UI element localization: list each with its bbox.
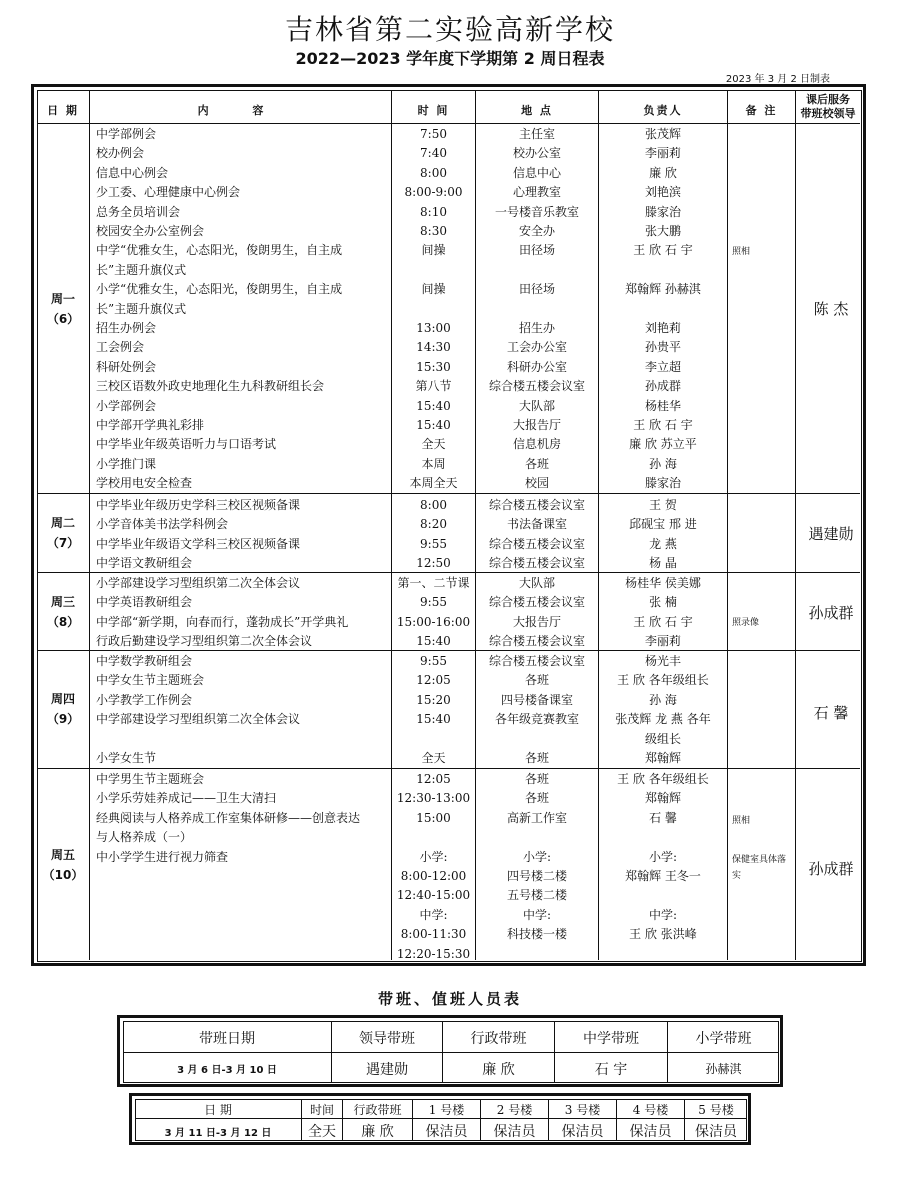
row-time: 12:40-15:00 (396, 888, 471, 903)
row-owner: 王 欣 石 宇 (633, 418, 693, 432)
row-owner: 王 欣 张洪峰 (629, 927, 697, 942)
row-place: 小学: (522, 849, 552, 864)
row-content: 中学“优雅女生，心态阳光，俊朗男生，自主成 (96, 243, 343, 258)
row-content: 中学部“新学期，向春而行，蓬勃成长”开学典礼 (96, 614, 349, 629)
row-owner: 刘艳滨 (644, 185, 681, 200)
col-divider (795, 90, 796, 960)
row-place: 综合楼五楼会议室 (488, 498, 585, 512)
row-place: 各班 (524, 791, 549, 806)
row-content: 中学部建设学习型组织第二次全体会议 (96, 712, 301, 727)
row-content: 中学毕业年级历史学科三校区视频备课 (96, 498, 301, 512)
row-time: 12:05 (416, 673, 451, 688)
row-owner: 张 楠 (649, 595, 677, 610)
leader-duty-header-primary: 小学带班 (695, 1031, 752, 1047)
row-content: 小学“优雅女生，心态阳光，俊朗男生，自主成 (96, 282, 343, 297)
row-time: 8:20 (420, 517, 447, 532)
header-place: 地 点 (521, 104, 553, 117)
row-place: 各班 (524, 673, 549, 688)
row-place: 书法备课室 (506, 517, 567, 532)
row-owner: 张茂辉 龙 燕 各年 (615, 712, 711, 727)
row-owner: 王 贺 (649, 498, 677, 512)
row-owner: 杨 晶 (649, 556, 677, 571)
leader-duty-header-admin: 行政带班 (470, 1031, 527, 1047)
day-name: 周三 (50, 595, 75, 609)
row-place: 综合楼五楼会议室 (488, 634, 585, 649)
row-time: 本周 (421, 456, 446, 471)
row-owner: 邱砚宝 邢 进 (629, 517, 697, 532)
row-time: 8:10 (420, 204, 447, 219)
day-number: （7） (46, 536, 80, 550)
row-owner: 王 欣 石 宇 (633, 243, 693, 258)
row-owner: 孙 海 (649, 456, 677, 471)
row-place: 信息机房 (512, 437, 561, 452)
row-time: 15:00 (416, 810, 451, 825)
row-time: 7:50 (420, 127, 447, 141)
row-owner: 郑翰辉 (644, 791, 681, 806)
weekend-duty-table (129, 1093, 751, 1145)
note-mon-photo: 照相 (732, 247, 751, 257)
row-time: 8:00-12:00 (400, 869, 467, 883)
leader-duty-header-middle: 中学带班 (583, 1031, 639, 1047)
row-time: 全天 (421, 751, 446, 765)
header-leader-line2: 带班校领导 (800, 107, 856, 120)
row-content: 中小学学生进行视力筛查 (96, 849, 229, 864)
row-place: 各班 (524, 456, 549, 471)
row-place: 大队部 (518, 398, 555, 413)
col-divider (727, 90, 728, 960)
row-owner: 张大鹏 (644, 224, 681, 238)
row-owner: 廉 欣 苏立平 (629, 437, 697, 452)
row-place: 中学: (522, 907, 552, 922)
row-place: 综合楼五楼会议室 (488, 536, 585, 551)
header-note: 备 注 (745, 104, 778, 117)
row-owner: 李丽莉 (644, 146, 681, 161)
header-leader (796, 93, 860, 121)
leader-duty-admin: 廉 欣 (482, 1062, 515, 1078)
row-place: 科技楼一楼 (506, 927, 567, 942)
row-time: 12:05 (416, 772, 451, 786)
row-content: 总务全员培训会 (96, 204, 181, 219)
row-owner: 孙贵平 (644, 340, 681, 355)
row-place: 各班 (524, 751, 549, 765)
weekend-building-1: 保洁员 (425, 1124, 468, 1140)
header-date: 日 期 (47, 104, 79, 117)
row-content: 中学英语教研组会 (96, 595, 193, 610)
row-content: 中学部例会 (96, 127, 157, 141)
row-content: 中学毕业年级英语听力与口语考试 (96, 437, 277, 452)
row-place: 科研办公室 (506, 359, 567, 374)
row-owner: 杨桂华 侯美娜 (625, 576, 701, 590)
row-content: 科研处例会 (96, 359, 157, 374)
row-content: 小学部建设学习型组织第二次全体会议 (96, 576, 301, 590)
row-place: 主任室 (518, 127, 555, 141)
row-time: 9:55 (420, 536, 447, 551)
row-owner: 张茂辉 (644, 127, 681, 141)
row-content: 招生办例会 (96, 321, 157, 335)
row-time: 15:20 (416, 692, 451, 707)
row-owner: 王 欣 各年级组长 (617, 772, 709, 786)
row-content: 中学部开学典礼彩排 (96, 418, 205, 432)
row-divider (37, 768, 860, 769)
row-place: 各班 (524, 772, 549, 786)
row-owner: 王 欣 各年级组长 (617, 673, 709, 688)
leader-fri: 孙成群 (808, 860, 854, 878)
header-leader-line1: 课后服务 (806, 93, 850, 106)
row-time: 15:40 (416, 634, 451, 649)
row-content: 工会例会 (96, 340, 145, 355)
row-time: 8:00-9:00 (404, 185, 463, 200)
leader-duty-date: 3 月 6 日-3 月 10 日 (177, 1065, 277, 1076)
leader-duty-table (117, 1015, 783, 1087)
row-place: 一号楼音乐教室 (494, 204, 579, 219)
day-label-thu (36, 689, 90, 729)
row-place: 大报告厅 (512, 418, 561, 432)
row-content: 校园安全办公室例会 (96, 224, 205, 238)
leader-tue: 遇建勋 (808, 525, 854, 543)
row-place: 安全办 (518, 224, 555, 238)
row-time: 小学: (419, 849, 448, 864)
note-wed-video: 照录像 (732, 618, 760, 628)
day-name: 周一 (50, 292, 75, 306)
row-content: 三校区语数外政史地理化生九科教研组长会 (96, 379, 325, 394)
row-owner: 郑翰辉 (644, 751, 681, 765)
row-time: 7:40 (420, 146, 447, 161)
row-time: 12:30-13:00 (396, 791, 471, 806)
row-owner: 孙 海 (649, 692, 677, 707)
row-content: 学校用电安全检查 (96, 476, 193, 491)
weekend-header-admin: 行政带班 (353, 1103, 402, 1117)
row-place: 工会办公室 (506, 340, 567, 355)
row-content: 长”主题升旗仪式 (96, 301, 187, 316)
row-content: 小学部例会 (96, 398, 157, 413)
leader-thu: 石 馨 (813, 704, 849, 722)
row-place: 大队部 (518, 576, 555, 590)
row-time: 9:55 (420, 654, 447, 668)
note-fri-health-line2: 实 (732, 871, 742, 881)
row-place: 五号楼二楼 (506, 888, 567, 903)
leader-wed: 孙成群 (808, 604, 854, 622)
row-owner: 李丽莉 (644, 634, 681, 649)
day-number: （9） (46, 712, 80, 726)
leader-duty-header-date: 带班日期 (199, 1031, 255, 1047)
row-content: 小学女生节 (96, 751, 157, 765)
row-content: 信息中心例会 (96, 165, 169, 180)
row-content: 中学女生节主题班会 (96, 673, 205, 688)
row-content: 小学推门课 (96, 456, 157, 471)
row-owner: 滕家治 (644, 476, 681, 491)
day-label-tue (36, 513, 90, 553)
weekend-building-3: 保洁员 (561, 1124, 604, 1140)
row-divider (135, 1118, 747, 1119)
row-time: 15:40 (416, 712, 451, 727)
weekend-date: 3 月 11 日-3 月 12 日 (164, 1128, 272, 1139)
weekend-header-time: 时间 (309, 1103, 334, 1117)
row-time: 8:00 (420, 498, 447, 512)
day-number: （6） (46, 312, 80, 326)
weekend-admin: 廉 欣 (361, 1124, 394, 1140)
row-place: 四号楼二楼 (506, 869, 567, 883)
day-name: 周四 (50, 692, 75, 706)
row-place: 心理教室 (512, 185, 561, 200)
day-label-mon (36, 289, 90, 329)
page-title: 吉林省第二实验高新学校 (284, 13, 615, 46)
row-time: 第一、二节课 (397, 576, 470, 590)
row-time: 15:30 (416, 359, 451, 374)
weekend-header-building-5: 5 号楼 (698, 1103, 734, 1117)
note-fri-health-line1: 保健室具体落 (732, 855, 787, 865)
row-time: 9:55 (420, 595, 447, 610)
weekend-header-building-1: 1 号楼 (428, 1103, 465, 1117)
leader-duty-primary: 孙赫淇 (705, 1062, 742, 1076)
row-time: 14:30 (416, 340, 451, 355)
leader-duty-middle: 石 宇 (594, 1062, 628, 1078)
note-fri-health (732, 852, 796, 884)
row-content: 经典阅读与人格养成工作室集体研修——创意表达 (96, 810, 361, 825)
row-content: 长”主题升旗仪式 (96, 262, 187, 277)
row-owner: 杨光丰 (644, 654, 681, 668)
schedule-table (31, 84, 866, 966)
row-divider (37, 123, 860, 124)
leader-duty-leader: 遇建勋 (366, 1062, 408, 1078)
row-place: 各年级竞赛教室 (494, 712, 579, 727)
row-place: 综合楼五楼会议室 (488, 595, 585, 610)
row-owner: 刘艳莉 (644, 321, 681, 335)
header-owner: 负责人 (643, 104, 683, 117)
row-time: 15:40 (416, 418, 451, 432)
row-place: 校园 (524, 476, 549, 491)
row-content: 小学乐劳娃养成记——卫生大清扫 (96, 791, 277, 806)
weekend-building-4: 保洁员 (629, 1124, 672, 1140)
row-owner: 小学: (648, 849, 678, 864)
weekend-header-building-4: 4 号楼 (632, 1103, 669, 1117)
row-time: 15:00-16:00 (396, 614, 471, 629)
row-place: 高新工作室 (506, 810, 567, 825)
row-place: 校办公室 (512, 146, 561, 161)
row-place: 大报告厅 (512, 614, 561, 629)
row-content: 少工委、心理健康中心例会 (96, 185, 241, 200)
row-owner: 孙成群 (644, 379, 681, 394)
row-content: 中学语文教研组会 (96, 556, 193, 571)
day-number: （8） (46, 615, 80, 629)
weekend-header-building-2: 2 号楼 (496, 1103, 533, 1117)
row-owner: 郑翰辉 王冬一 (625, 869, 701, 883)
row-time: 8:00-11:30 (400, 927, 467, 942)
row-time: 本周全天 (409, 476, 458, 491)
row-time: 全天 (421, 437, 446, 452)
row-owner: 滕家治 (644, 204, 681, 219)
row-content: 中学数学教研组会 (96, 654, 193, 668)
day-label-fri (36, 845, 90, 885)
row-time: 12:50 (416, 556, 451, 571)
weekend-header-building-3: 3 号楼 (564, 1103, 601, 1117)
weekend-header-date: 日 期 (204, 1103, 232, 1117)
row-time: 8:30 (420, 224, 447, 238)
row-owner: 廉 欣 (649, 165, 677, 180)
day-label-wed (36, 592, 90, 632)
row-place: 综合楼五楼会议室 (488, 654, 585, 668)
duty-section-title: 带班、值班人员表 (377, 990, 522, 1008)
weekend-time: 全天 (308, 1124, 336, 1140)
row-time: 13:00 (416, 321, 451, 335)
row-owner: 李立超 (644, 359, 681, 374)
row-place: 招生办 (518, 321, 555, 335)
row-place: 四号楼备课室 (500, 692, 573, 707)
row-content: 校办例会 (96, 146, 145, 161)
row-content: 行政后勤建设学习型组织第二次全体会议 (96, 634, 313, 649)
row-place: 综合楼五楼会议室 (488, 379, 585, 394)
row-owner: 级组长 (644, 731, 681, 746)
day-name: 周二 (50, 516, 75, 530)
row-time: 第八节 (415, 379, 452, 394)
row-owner: 石 馨 (649, 810, 677, 825)
leader-mon: 陈 杰 (813, 300, 849, 318)
made-date: 2023 年 3 月 2 日制表 (725, 74, 830, 85)
row-time: 12:20-15:30 (396, 946, 471, 961)
row-time: 中学: (419, 907, 448, 922)
row-content: 小学音体美书法学科例会 (96, 517, 229, 532)
row-content: 与人格养成（一） (96, 830, 193, 845)
header-content: 内 容 (197, 104, 284, 117)
weekend-building-5: 保洁员 (695, 1124, 737, 1140)
row-divider (123, 1052, 779, 1053)
row-place: 田径场 (518, 243, 555, 258)
row-place: 信息中心 (512, 165, 561, 180)
day-name: 周五 (50, 848, 75, 862)
row-place: 综合楼五楼会议室 (488, 556, 585, 571)
row-owner: 郑翰辉 孙赫淇 (625, 282, 701, 297)
leader-duty-header-leader: 领导带班 (359, 1031, 415, 1047)
row-owner: 杨桂华 (644, 398, 681, 413)
row-content: 中学毕业年级语文学科三校区视频备课 (96, 536, 301, 551)
row-content: 中学男生节主题班会 (96, 772, 205, 786)
page-subtitle: 2022—2023 学年度下学期第 2 周日程表 (295, 49, 605, 68)
row-time: 8:00 (420, 165, 447, 180)
row-time: 15:40 (416, 398, 451, 413)
row-owner: 王 欣 石 宇 (633, 614, 693, 629)
row-content: 小学教学工作例会 (96, 692, 193, 707)
row-owner: 中学: (648, 907, 678, 922)
row-time: 间操 (421, 243, 446, 258)
weekend-building-2: 保洁员 (493, 1124, 536, 1140)
day-number: （10） (42, 868, 84, 882)
note-fri-photo: 照相 (732, 816, 751, 826)
row-owner: 龙 燕 (649, 536, 677, 551)
row-time: 间操 (421, 282, 446, 297)
row-place: 田径场 (518, 282, 555, 297)
header-time: 时 间 (417, 104, 450, 117)
